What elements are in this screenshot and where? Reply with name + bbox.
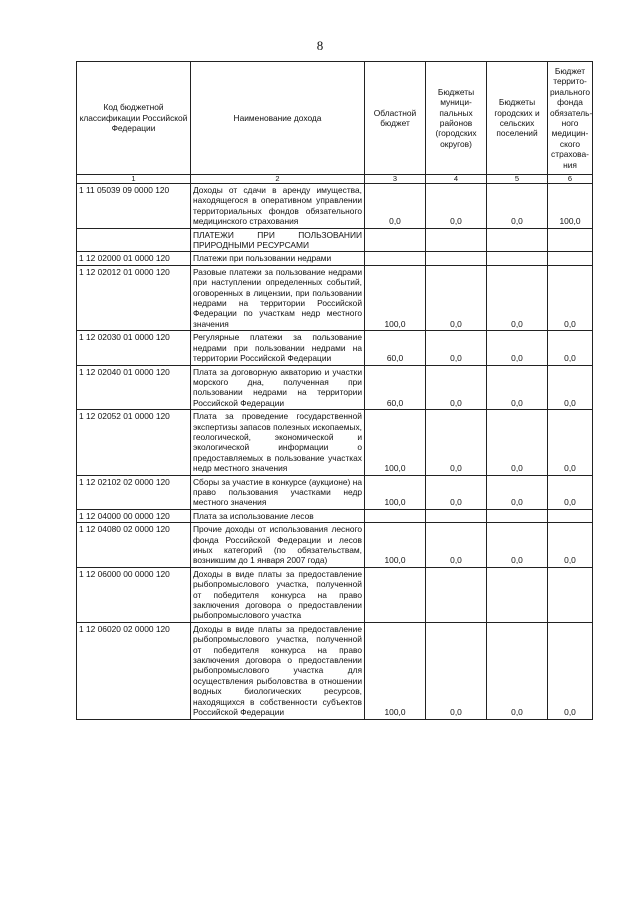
column-number-row (77, 175, 593, 184)
regional-share: 0,0 (365, 184, 426, 229)
table-row (77, 523, 593, 568)
revenue-code: 1 11 05039 09 0000 120 (77, 184, 191, 229)
regional-share: 100,0 (365, 523, 426, 568)
revenue-name: Прочие доходы от использования лесного фонда Российской Федерации и лесов иных категорий (по обязательствам, возникшим до 1 января 2007 года) (191, 523, 365, 568)
settlement-share: 0,0 (487, 475, 548, 509)
regional-share: 100,0 (365, 622, 426, 719)
revenue-code: 1 12 02000 01 0000 120 (77, 252, 191, 265)
settlement-share: 0,0 (487, 365, 548, 410)
column-number: 3 (365, 175, 426, 184)
tfoms-share: 0,0 (548, 331, 593, 365)
tfoms-share: 0,0 (548, 410, 593, 475)
settlement-share (487, 509, 548, 522)
revenue-code: 1 12 06000 00 0000 120 (77, 567, 191, 622)
header-settlement-budgets: Бюджеты городских и сельских поселений (487, 62, 548, 175)
regional-share (365, 567, 426, 622)
tfoms-share: 0,0 (548, 365, 593, 410)
revenue-name: Доходы в виде платы за предоставление рыбопромыслового участка, полученной от победителя конкурса на право заключения договора о предоставлении рыбопромыслового участка для осуществления рыболовства в отношении водных биологических ресурсов, находящихся в собственности субъектов Российской Федерации (191, 622, 365, 719)
revenue-code: 1 12 06020 02 0000 120 (77, 622, 191, 719)
table-row (77, 184, 593, 229)
municipal-share: 0,0 (426, 410, 487, 475)
table-header-row (77, 62, 593, 175)
regional-share: 100,0 (365, 475, 426, 509)
header-tfoms-budget: Бюджет террито-риального фонда обязатель-ного медицин-ского страхова-ния (548, 62, 593, 175)
revenue-name: Регулярные платежи за пользование недрами при пользовании недрами на территории Российской Федерации (191, 331, 365, 365)
tfoms-share: 0,0 (548, 475, 593, 509)
municipal-share: 0,0 (426, 523, 487, 568)
municipal-share: 0,0 (426, 475, 487, 509)
municipal-share (426, 509, 487, 522)
municipal-share: 0,0 (426, 365, 487, 410)
municipal-share (426, 252, 487, 265)
settlement-share: 0,0 (487, 622, 548, 719)
revenue-code: 1 12 02102 02 0000 120 (77, 475, 191, 509)
header-municipal-budgets: Бюджеты муници-пальных районов (городских округов) (426, 62, 487, 175)
tfoms-share (548, 509, 593, 522)
settlement-share: 0,0 (487, 331, 548, 365)
revenue-code: 1 12 04000 00 0000 120 (77, 509, 191, 522)
revenue-code: 1 12 02052 01 0000 120 (77, 410, 191, 475)
revenue-code: 1 12 02040 01 0000 120 (77, 365, 191, 410)
settlement-share: 0,0 (487, 410, 548, 475)
table-row (77, 252, 593, 265)
municipal-share: 0,0 (426, 622, 487, 719)
regional-share: 60,0 (365, 365, 426, 410)
header-regional-budget: Областной бюджет (365, 62, 426, 175)
municipal-share: 0,0 (426, 184, 487, 229)
tfoms-share: 0,0 (548, 523, 593, 568)
regional-share: 60,0 (365, 331, 426, 365)
column-number: 6 (548, 175, 593, 184)
revenue-code (77, 228, 191, 252)
tfoms-share: 100,0 (548, 184, 593, 229)
revenue-code: 1 12 02030 01 0000 120 (77, 331, 191, 365)
revenue-name: Платежи при пользовании недрами (191, 252, 365, 265)
table-row (77, 567, 593, 622)
section-heading: ПЛАТЕЖИ ПРИ ПОЛЬЗОВАНИИ ПРИРОДНЫМИ РЕСУРСАМИ (191, 228, 365, 252)
header-code: Код бюджетной классификации Российской Федерации (77, 62, 191, 175)
revenue-name: Сборы за участие в конкурсе (аукционе) на право пользования участками недр местного значения (191, 475, 365, 509)
regional-share: 100,0 (365, 410, 426, 475)
municipal-share: 0,0 (426, 331, 487, 365)
municipal-share (426, 228, 487, 252)
tfoms-share (548, 567, 593, 622)
page-number: 8 (316, 38, 324, 53)
settlement-share (487, 228, 548, 252)
header-name: Наименование дохода (191, 62, 365, 175)
settlement-share (487, 567, 548, 622)
regional-share: 100,0 (365, 265, 426, 330)
regional-share (365, 509, 426, 522)
revenue-name: Плата за договорную акваторию и участки морского дна, полученная при пользовании недрами на территории Российской Федерации (191, 365, 365, 410)
table-row (77, 475, 593, 509)
regional-share (365, 252, 426, 265)
settlement-share (487, 252, 548, 265)
revenue-name: Плата за использование лесов (191, 509, 365, 522)
settlement-share: 0,0 (487, 523, 548, 568)
tfoms-share: 0,0 (548, 622, 593, 719)
revenue-name: Плата за проведение государственной экспертизы запасов полезных ископаемых, геологической, экономической и экологической информации о предоставляемых в пользование участках недр местного значения (191, 410, 365, 475)
revenue-code: 1 12 04080 02 0000 120 (77, 523, 191, 568)
table-row (77, 622, 593, 719)
table-row (77, 265, 593, 330)
column-number: 5 (487, 175, 548, 184)
municipal-share: 0,0 (426, 265, 487, 330)
tfoms-share: 0,0 (548, 265, 593, 330)
column-number: 4 (426, 175, 487, 184)
tfoms-share (548, 252, 593, 265)
settlement-share: 0,0 (487, 265, 548, 330)
municipal-share (426, 567, 487, 622)
table-row (77, 410, 593, 475)
table-row (77, 228, 593, 252)
revenue-name: Доходы в виде платы за предоставление рыбопромыслового участка, полученной от победителя конкурса на право заключения договора о предоставлении рыбопромыслового участка (191, 567, 365, 622)
table-row (77, 331, 593, 365)
regional-share (365, 228, 426, 252)
revenue-code: 1 12 02012 01 0000 120 (77, 265, 191, 330)
revenue-distribution-table (76, 61, 593, 720)
table-row (77, 509, 593, 522)
revenue-name: Разовые платежи за пользование недрами при наступлении определенных событий, оговоренных в лицензии, при пользовании недрами на территории Российской Федерации по участкам недр местного значения (191, 265, 365, 330)
settlement-share: 0,0 (487, 184, 548, 229)
table-row (77, 365, 593, 410)
column-number: 2 (191, 175, 365, 184)
tfoms-share (548, 228, 593, 252)
revenue-name: Доходы от сдачи в аренду имущества, находящегося в оперативном управлении территориальных фондов обязательного медицинского страхования (191, 184, 365, 229)
column-number: 1 (77, 175, 191, 184)
